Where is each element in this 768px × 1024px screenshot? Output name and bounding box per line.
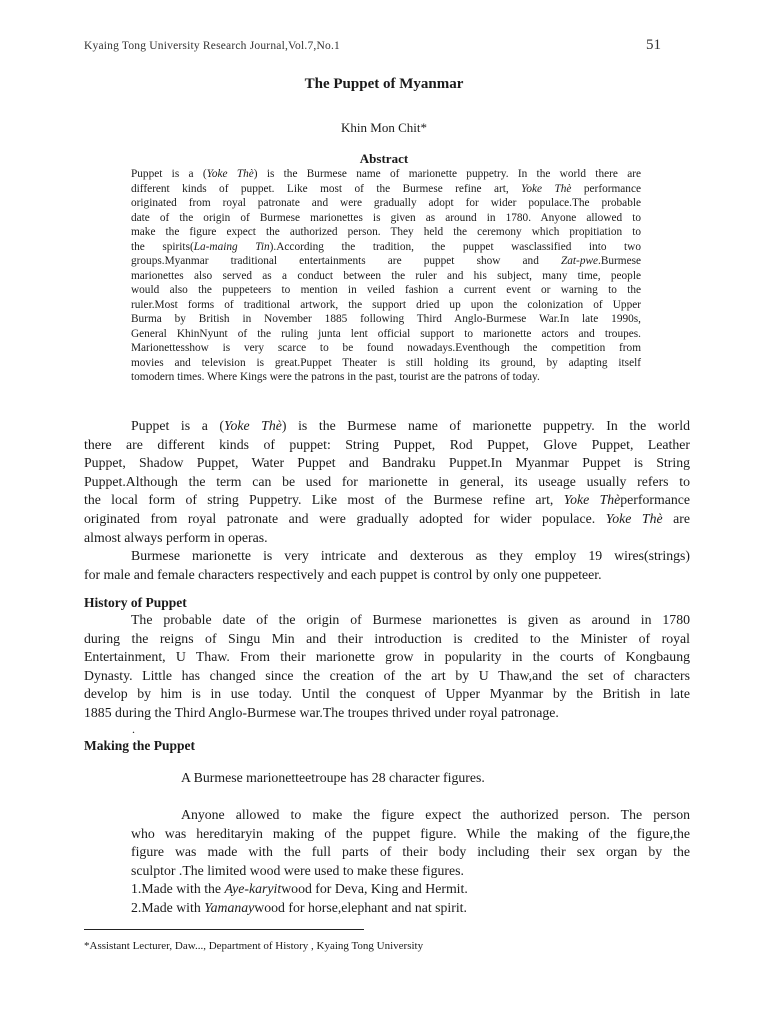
author-name: Khin Mon Chit* [341, 120, 427, 135]
text-line: Entertainment, U Thaw. From their marionette grow in popularity in the courts of Kongbaung [84, 649, 690, 665]
abstract-line: marionettes also served as a conduct between the ruler and his subject, many time, people [131, 269, 641, 282]
making-heading: Making the Puppet [84, 738, 196, 753]
page-number: 51 [646, 37, 661, 53]
text-line: sculptor .The limited wood were used to make these figures. [131, 862, 464, 878]
abstract-line: movies and television is great.Puppet Theater is still holding its ground, by adapting itself [131, 356, 641, 369]
abstract-heading: Abstract [359, 151, 409, 166]
stray-mark: . [132, 722, 135, 736]
abstract-line: General KhinNyunt of the ruling junta lent official support to marionette actors and troupes. [131, 327, 641, 340]
text-line: almost always perform in operas. [84, 529, 268, 545]
paper-title: The Puppet of Myanmar [304, 76, 464, 92]
abstract-line: the spirits(La-maing Tin).According the tradition, the puppet wasclassified into two [131, 240, 641, 253]
text-line: figure was made with the full parts of their body including their sex organ by the [131, 844, 690, 860]
abstract-line: date of the origin of Burmese marionettes is given as around in 1780. Anyone allowed to [131, 211, 641, 224]
abstract-line: Burma by British in November 1885 following Third Anglo-Burmese War.In late 1990s, [131, 313, 641, 325]
text-line: Dynasty. Little has changed since the creation of the art by U Thaw,and the set of characters [84, 667, 690, 683]
abstract-body [131, 167, 641, 385]
intro-paragraph [84, 417, 690, 547]
text-line: Burmese marionette is very intricate and dexterous as they employ 19 wires(strings) [131, 548, 690, 563]
abstract-line: Puppet is a (Yoke Thè) is the Burmese name of marionette puppetry. In the world there are [131, 168, 641, 180]
list-item: 2.Made with Yamanaywood for horse,elephant and nat spirit. [131, 899, 467, 915]
text-line: Puppet.Although the term can be used for marionette in general, its useage usually refers to [84, 473, 690, 489]
abstract-line: tomodern times. Where Kings were the patrons in the past, tourist are the patrons of today. [131, 371, 540, 383]
abstract-line: different kinds of puppet. Like most of the Burmese refine art, Yoke Thè performance [131, 182, 641, 195]
footnote: *Assistant Lecturer, Daw..., Department of History , Kyaing Tong University [84, 940, 424, 952]
text-line: there are different kinds of puppet: String Puppet, Rod Puppet, Glove Puppet, Leather [84, 436, 690, 452]
text-line: Puppet is a (Yoke Thè) is the Burmese name of marionette puppetry. In the world [131, 418, 691, 433]
text-line: Anyone allowed to make the figure expect the authorized person. The person [181, 807, 690, 822]
abstract-line: would also the puppeteers to mention in veiled fashion a current event or warning to the [131, 284, 641, 296]
footnote-divider [84, 929, 364, 930]
history-heading: History of Puppet [84, 595, 187, 610]
text-line: during the reigns of Singu Min and their introduction is credited to the Minister of royal [84, 630, 690, 646]
making-paragraph [131, 806, 690, 918]
abstract-line: Marionettesshow is very scarce to be found nowadays.Eventhough the competition from [131, 342, 641, 354]
text-line: who was hereditaryin making of the puppet figure. While the making of the figure,the [131, 825, 690, 841]
text-line: originated from royal patronate and were gradually adopted for wider populace. Yoke Thè are [84, 510, 691, 526]
abstract-line: groups.Myanmar traditional entertainments are puppet show and Zat-pwe.Burmese [131, 255, 641, 267]
journal-header: Kyaing Tong University Research Journal,Vol.7,No.1 [84, 40, 340, 52]
text-line: The probable date of the origin of Burmese marionettes is given as around in 1780 [131, 612, 690, 627]
text-line: develop by him is in use today. Until the conquest of Upper Myanmar by the British in late [84, 686, 690, 702]
text-line: Puppet, Shadow Puppet, Water Puppet and Bandraku Puppet.In Myanmar Puppet is String [84, 455, 690, 471]
marionette-paragraph [84, 547, 690, 584]
text-line: 1885 during the Third Anglo-Burmese war.The troupes thrived under royal patronage. [84, 704, 559, 720]
abstract-line: ruler.Most forms of traditional artwork, the support dried up upon the colonization of Upper [131, 298, 641, 311]
abstract-line: originated from royal patronate and were gradually adopt for wider populace.The probable [131, 197, 641, 209]
troupe-sentence: A Burmese marionetteetroupe has 28 character figures. [181, 770, 485, 785]
list-item: 1.Made with the Aye-karyitwood for Deva, King and Hermit. [131, 881, 468, 897]
abstract-line: make the figure expect the authorized person. They held the ceremony which propitiation to [131, 226, 641, 238]
text-line: for male and female characters respectively and each puppet is control by only one puppeteer. [84, 566, 602, 582]
history-paragraph [84, 611, 690, 723]
text-line: the local form of string Puppetry. Like most of the Burmese refine art, Yoke Thèperformance [84, 492, 690, 508]
